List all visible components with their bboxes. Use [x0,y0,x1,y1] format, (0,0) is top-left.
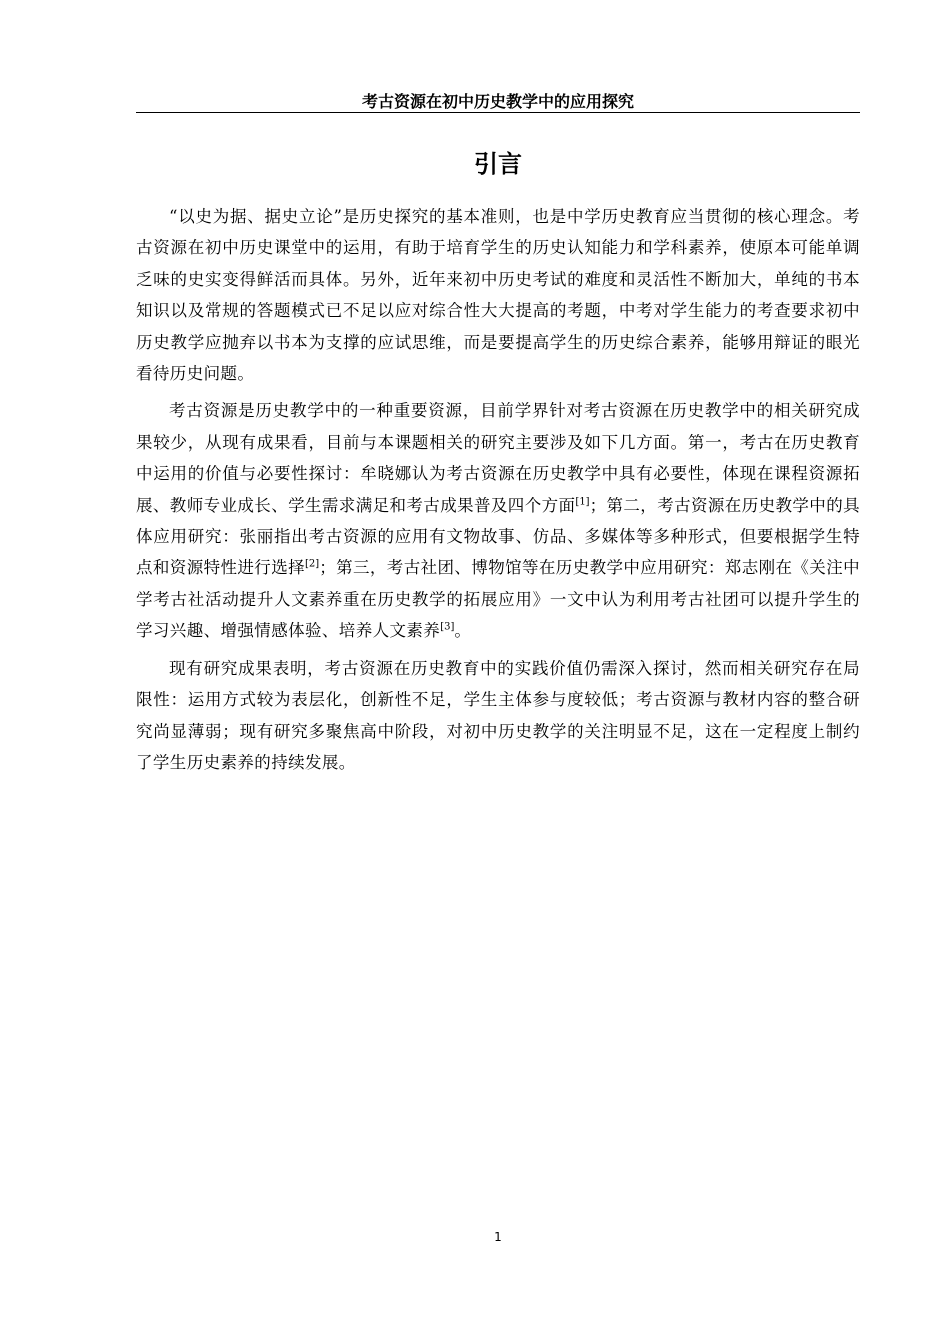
paragraph-2 [136,395,860,646]
paragraph-2-text-2: ；第二，考古资源在历史教学中的具体应用研究：张丽指出考古资源的应用有文物故事、仿品、多媒体等多种形式，但要根据学生特点和资源特性进行选择 [136,495,860,578]
citation-1: [1] [575,496,590,508]
header-rule [136,112,860,113]
section-heading: 引言 [474,150,522,178]
page-number: 1 [494,1230,502,1244]
body-text [136,201,860,784]
running-header: 考古资源在初中历史教学中的应用探究 [361,92,634,111]
paragraph-2-text-3: ；第三，考古社团、博物馆等在历史教学中应用研究：郑志刚在《关注中学考古社活动提升人文素养重在历史教学的拓展应用》一文中认为利用考古社团可以提升学生的学习兴趣、增强情感体验、培养人文素养 [136,558,860,641]
paragraph-3: 现有研究成果表明，考古资源在历史教育中的实践价值仍需深入探讨，然而相关研究存在局限性：运用方式较为表层化，创新性不足，学生主体参与度较低；考古资源与教材内容的整合研究尚显薄弱；现有研究多聚焦高中阶段，对初中历史教学的关注明显不足，这在一定程度上制约了学生历史素养的持续发展。 [136,658,860,772]
paragraph-2-text-4: 。 [454,621,472,641]
paragraph-2-text-1: 考古资源是历史教学中的一种重要资源，目前学界针对考古资源在历史教学中的相关研究成果较少，从现有成果看，目前与本课题相关的研究主要涉及如下几方面。第一，考古在历史教育中运用的价值与必要性探讨：牟晓娜认为考古资源在历史教学中具有必要性，体现在课程资源拓展、教师专业成长、学生需求满足和考古成果普及四个方面 [136,401,860,515]
paragraph-1: “以史为据、据史立论”是历史探究的基本准则，也是中学历史教育应当贯彻的核心理念。考古资源在初中历史课堂中的运用，有助于培育学生的历史认知能力和学科素养，使原本可能单调乏味的史实变得鲜活而具体。另外，近年来初中历史考试的难度和灵活性不断加大，单纯的书本知识以及常规的答题模式已不足以应对综合性大大提高的考题，中考对学生能力的考查要求初中历史教学应抛弃以书本为支撑的应试思维，而是要提高学生的历史综合素养，能够用辩证的眼光看待历史问题。 [136,207,860,384]
citation-2: [2] [305,558,320,570]
citation-3: [3] [440,621,455,633]
